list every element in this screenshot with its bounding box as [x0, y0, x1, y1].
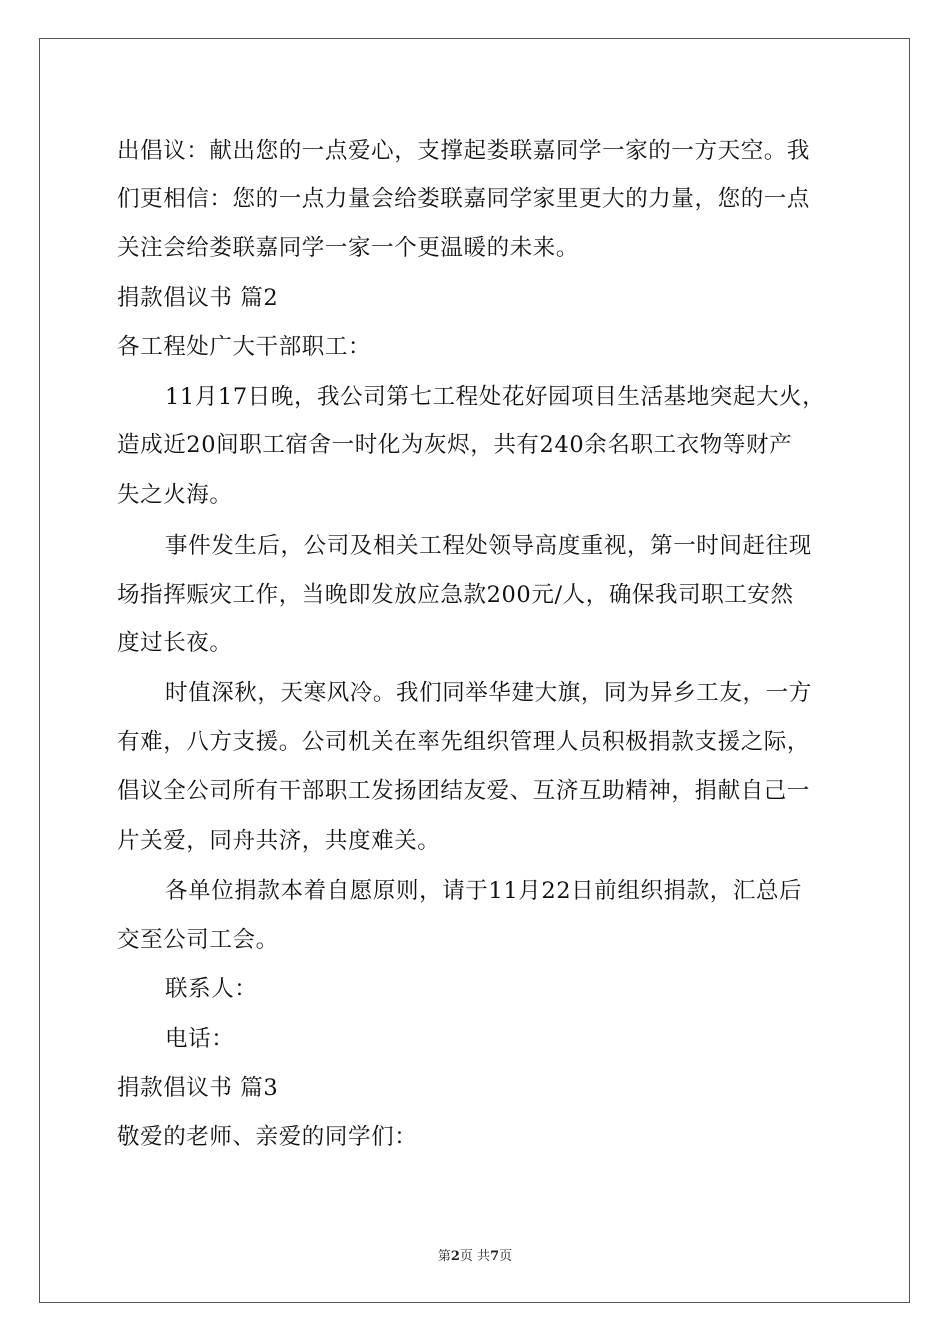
paragraph-line: 11月17日晚，我公司第七工程处花好园项目生活基地突起大火， — [165, 384, 826, 410]
page-suffix: 页 — [499, 1249, 513, 1264]
salutation: 各工程处广大干部职工： — [117, 334, 372, 360]
section-heading: 捐款倡议书 篇2 — [117, 285, 279, 311]
paragraph-line: 片关爱，同舟共济，共度难关。 — [117, 828, 441, 854]
page-prefix: 第 — [437, 1249, 451, 1264]
page-border — [39, 38, 910, 1303]
paragraph-line: 各单位捐款本着自愿原则，请于11月22日前组织捐款，汇总后 — [165, 878, 803, 904]
paragraph-line: 关注会给娄联嘉同学一家一个更温暖的未来。 — [117, 235, 580, 261]
salutation: 敬爱的老师、亲爱的同学们： — [117, 1124, 418, 1150]
page-number-footer — [0, 1249, 950, 1265]
phone-label: 电话： — [165, 1026, 235, 1052]
paragraph-line: 交至公司工会。 — [117, 927, 279, 953]
current-page: 2 — [450, 1249, 460, 1264]
page-mid: 页 共 — [459, 1249, 491, 1264]
paragraph-line: 时值深秋，天寒风冷。我们同举华建大旗，同为异乡工友，一方 — [165, 680, 812, 706]
total-pages: 7 — [490, 1249, 500, 1264]
section-heading: 捐款倡议书 篇3 — [117, 1075, 279, 1101]
contact-label: 联系人： — [165, 976, 258, 1002]
paragraph-line: 造成近20间职工宿舍一时化为灰烬，共有240余名职工衣物等财产 — [117, 432, 793, 458]
paragraph-line: 出倡议：献出您的一点爱心，支撑起娄联嘉同学一家的一方天空。我 — [117, 138, 811, 164]
paragraph-line: 们更相信：您的一点力量会给娄联嘉同学家里更大的力量，您的一点 — [117, 186, 811, 212]
paragraph-line: 有难，八方支援。公司机关在率先组织管理人员积极捐款支援之际， — [117, 729, 811, 755]
paragraph-line: 倡议全公司所有干部职工发扬团结友爱、互济互助精神，捐献自己一 — [117, 778, 811, 804]
paragraph-line: 场指挥赈灾工作，当晚即发放应急款200元/人，确保我司职工安然 — [117, 582, 794, 608]
paragraph-line: 事件发生后，公司及相关工程处领导高度重视，第一时间赶往现 — [165, 533, 812, 559]
paragraph-line: 失之火海。 — [117, 482, 233, 508]
paragraph-line: 度过长夜。 — [117, 630, 233, 656]
